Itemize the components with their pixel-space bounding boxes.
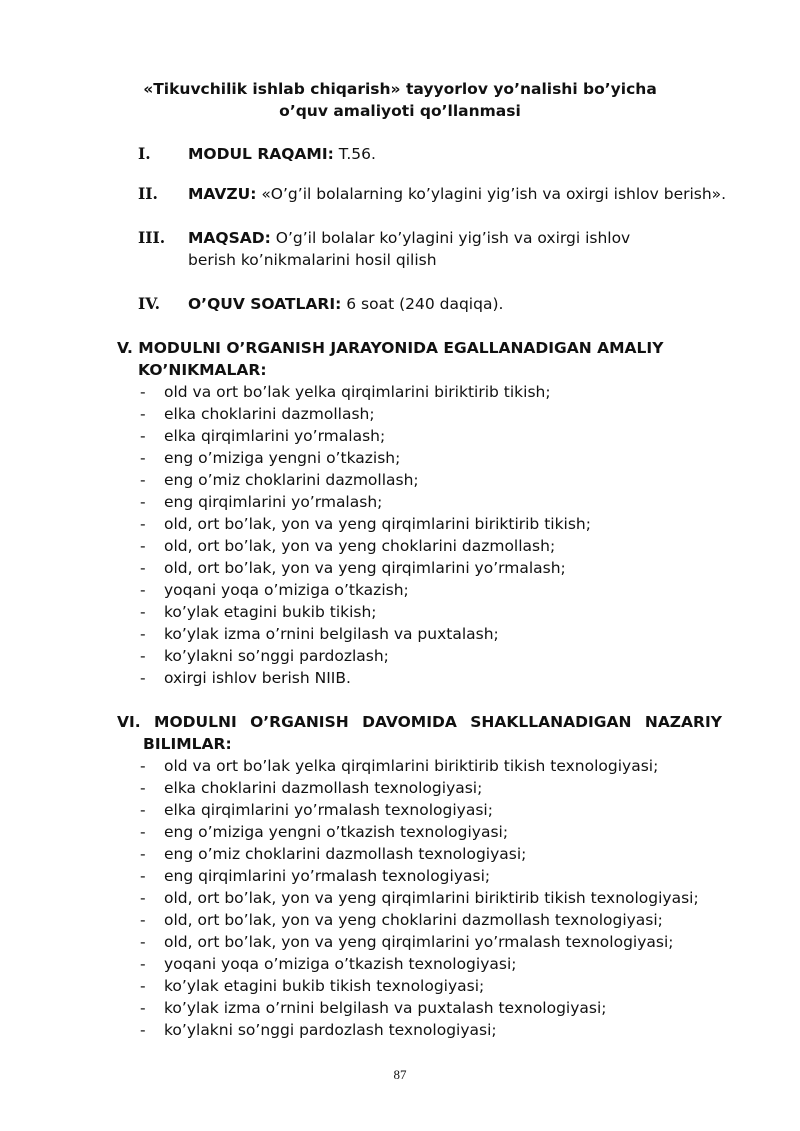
list-item <box>138 491 591 513</box>
dash-bullet: - <box>140 757 146 775</box>
list-item <box>138 953 699 975</box>
section-5-heading <box>117 337 663 381</box>
list-item <box>138 909 699 931</box>
list-item <box>138 447 591 469</box>
list-item <box>138 645 591 667</box>
document-title <box>0 78 800 122</box>
list-item <box>138 535 591 557</box>
practical-skills-list <box>138 381 591 689</box>
section-5-heading-line-2: KO’NIKMALAR: <box>138 361 267 379</box>
dash-bullet: - <box>140 581 146 599</box>
list-item-text: ko’ylak etagini bukib tikish; <box>164 603 377 621</box>
list-item-text: ko’ylak izma o’rnini belgilash va puxtalash; <box>164 625 499 643</box>
section-label: O’QUV SOATLARI: <box>188 295 342 313</box>
section-text: T.56. <box>333 145 376 163</box>
section-6-heading-line-2: BILIMLAR: <box>143 735 232 753</box>
dash-bullet: - <box>140 449 146 467</box>
list-item <box>138 579 591 601</box>
dash-bullet: - <box>140 779 146 797</box>
list-item <box>138 381 591 403</box>
section-label: MAQSAD: <box>188 229 271 247</box>
list-item <box>138 931 699 953</box>
list-item <box>138 403 591 425</box>
list-item-text: elka choklarini dazmollash texnologiyasi; <box>164 779 483 797</box>
dash-bullet: - <box>140 823 146 841</box>
list-item-text: old, ort bo’lak, yon va yeng choklarini dazmollash; <box>164 537 556 555</box>
list-item <box>138 601 591 623</box>
list-item <box>138 469 591 491</box>
section-numeral: I. <box>138 144 151 163</box>
dash-bullet: - <box>140 405 146 423</box>
list-item-text: yoqani yoqa o’miziga o’tkazish texnologiyasi; <box>164 955 517 973</box>
dash-bullet: - <box>140 647 146 665</box>
section-numeral: III. <box>138 228 166 247</box>
section-6-heading <box>117 711 722 755</box>
list-item-text: old, ort bo’lak, yon va yeng qirqimlarini yo’rmalash texnologiyasi; <box>164 933 674 951</box>
list-item-text: elka qirqimlarini yo’rmalash; <box>164 427 386 445</box>
list-item-text: ko’ylakni so’nggi pardozlash texnologiyasi; <box>164 1021 497 1039</box>
list-item-text: old, ort bo’lak, yon va yeng qirqimlarini biriktirib tikish; <box>164 515 591 533</box>
dash-bullet: - <box>140 845 146 863</box>
section-body <box>188 227 668 271</box>
list-item <box>138 623 591 645</box>
dash-bullet: - <box>140 427 146 445</box>
list-item-text: eng o’miziga yengni o’tkazish texnologiyasi; <box>164 823 509 841</box>
list-item <box>138 777 699 799</box>
list-item-text: old va ort bo’lak yelka qirqimlarini biriktirib tikish texnologiyasi; <box>164 757 659 775</box>
dash-bullet: - <box>140 669 146 687</box>
section-text: 6 soat (240 daqiqa). <box>341 295 504 313</box>
list-item <box>138 667 591 689</box>
title-line-1: «Tikuvchilik ishlab chiqarish» tayyorlov yo’nalishi bo’yicha <box>143 80 657 98</box>
dash-bullet: - <box>140 603 146 621</box>
section-body <box>188 143 708 165</box>
section-label: MAVZU: <box>188 185 257 203</box>
list-item <box>138 755 699 777</box>
dash-bullet: - <box>140 537 146 555</box>
list-item-text: oxirgi ishlov berish NIIB. <box>164 669 351 687</box>
list-item <box>138 865 699 887</box>
dash-bullet: - <box>140 559 146 577</box>
page-number: 87 <box>393 1067 407 1082</box>
list-item <box>138 513 591 535</box>
dash-bullet: - <box>140 867 146 885</box>
section-text: «O’g’il bolalarning ko’ylagini yig’ish va oxirgi ishlov berish». <box>256 185 727 203</box>
dash-bullet: - <box>140 515 146 533</box>
list-item <box>138 425 591 447</box>
title-line-2: o’quv amaliyoti qo’llanmasi <box>279 102 521 120</box>
list-item <box>138 821 699 843</box>
list-item <box>138 557 591 579</box>
list-item-text: ko’ylakni so’nggi pardozlash; <box>164 647 389 665</box>
section-numeral: IV. <box>138 294 160 313</box>
dash-bullet: - <box>140 977 146 995</box>
dash-bullet: - <box>140 383 146 401</box>
list-item-text: old, ort bo’lak, yon va yeng choklarini dazmollash texnologiyasi; <box>164 911 663 929</box>
list-item-text: old, ort bo’lak, yon va yeng qirqimlarini yo’rmalash; <box>164 559 566 577</box>
list-item-text: eng o’miz choklarini dazmollash; <box>164 471 419 489</box>
section-body <box>188 183 727 205</box>
list-item-text: yoqani yoqa o’miziga o’tkazish; <box>164 581 409 599</box>
list-item-text: ko’ylak izma o’rnini belgilash va puxtalash texnologiyasi; <box>164 999 607 1017</box>
list-item-text: eng o’miz choklarini dazmollash texnologiyasi; <box>164 845 527 863</box>
section-text: O’g’il bolalar ko’ylagini yig’ish va oxirgi ishlov berish ko’nikmalarini hosil qilish <box>188 229 631 269</box>
list-item <box>138 887 699 909</box>
dash-bullet: - <box>140 471 146 489</box>
section-6-heading-line-1: VI. MODULNI O’RGANISH DAVOMIDA SHAKLLANADIGAN NAZARIY <box>117 713 722 731</box>
list-item-text: eng qirqimlarini yo’rmalash texnologiyasi; <box>164 867 491 885</box>
dash-bullet: - <box>140 911 146 929</box>
dash-bullet: - <box>140 801 146 819</box>
dash-bullet: - <box>140 493 146 511</box>
section-body <box>188 293 708 315</box>
dash-bullet: - <box>140 625 146 643</box>
theoretical-knowledge-list <box>138 755 699 1041</box>
list-item <box>138 975 699 997</box>
list-item <box>138 997 699 1019</box>
dash-bullet: - <box>140 889 146 907</box>
dash-bullet: - <box>140 933 146 951</box>
list-item-text: eng qirqimlarini yo’rmalash; <box>164 493 383 511</box>
list-item-text: old, ort bo’lak, yon va yeng qirqimlarini biriktirib tikish texnologiyasi; <box>164 889 699 907</box>
dash-bullet: - <box>140 1021 146 1039</box>
list-item <box>138 843 699 865</box>
list-item-text: old va ort bo’lak yelka qirqimlarini biriktirib tikish; <box>164 383 551 401</box>
list-item <box>138 799 699 821</box>
dash-bullet: - <box>140 955 146 973</box>
dash-bullet: - <box>140 999 146 1017</box>
list-item-text: elka qirqimlarini yo’rmalash texnologiyasi; <box>164 801 493 819</box>
list-item-text: elka choklarini dazmollash; <box>164 405 375 423</box>
section-label: MODUL RAQAMI: <box>188 145 334 163</box>
list-item-text: ko’ylak etagini bukib tikish texnologiyasi; <box>164 977 485 995</box>
section-numeral: II. <box>138 184 158 203</box>
list-item <box>138 1019 699 1041</box>
section-5-heading-line-1: V. MODULNI O’RGANISH JARAYONIDA EGALLANADIGAN AMALIY <box>117 339 664 357</box>
list-item-text: eng o’miziga yengni o’tkazish; <box>164 449 401 467</box>
